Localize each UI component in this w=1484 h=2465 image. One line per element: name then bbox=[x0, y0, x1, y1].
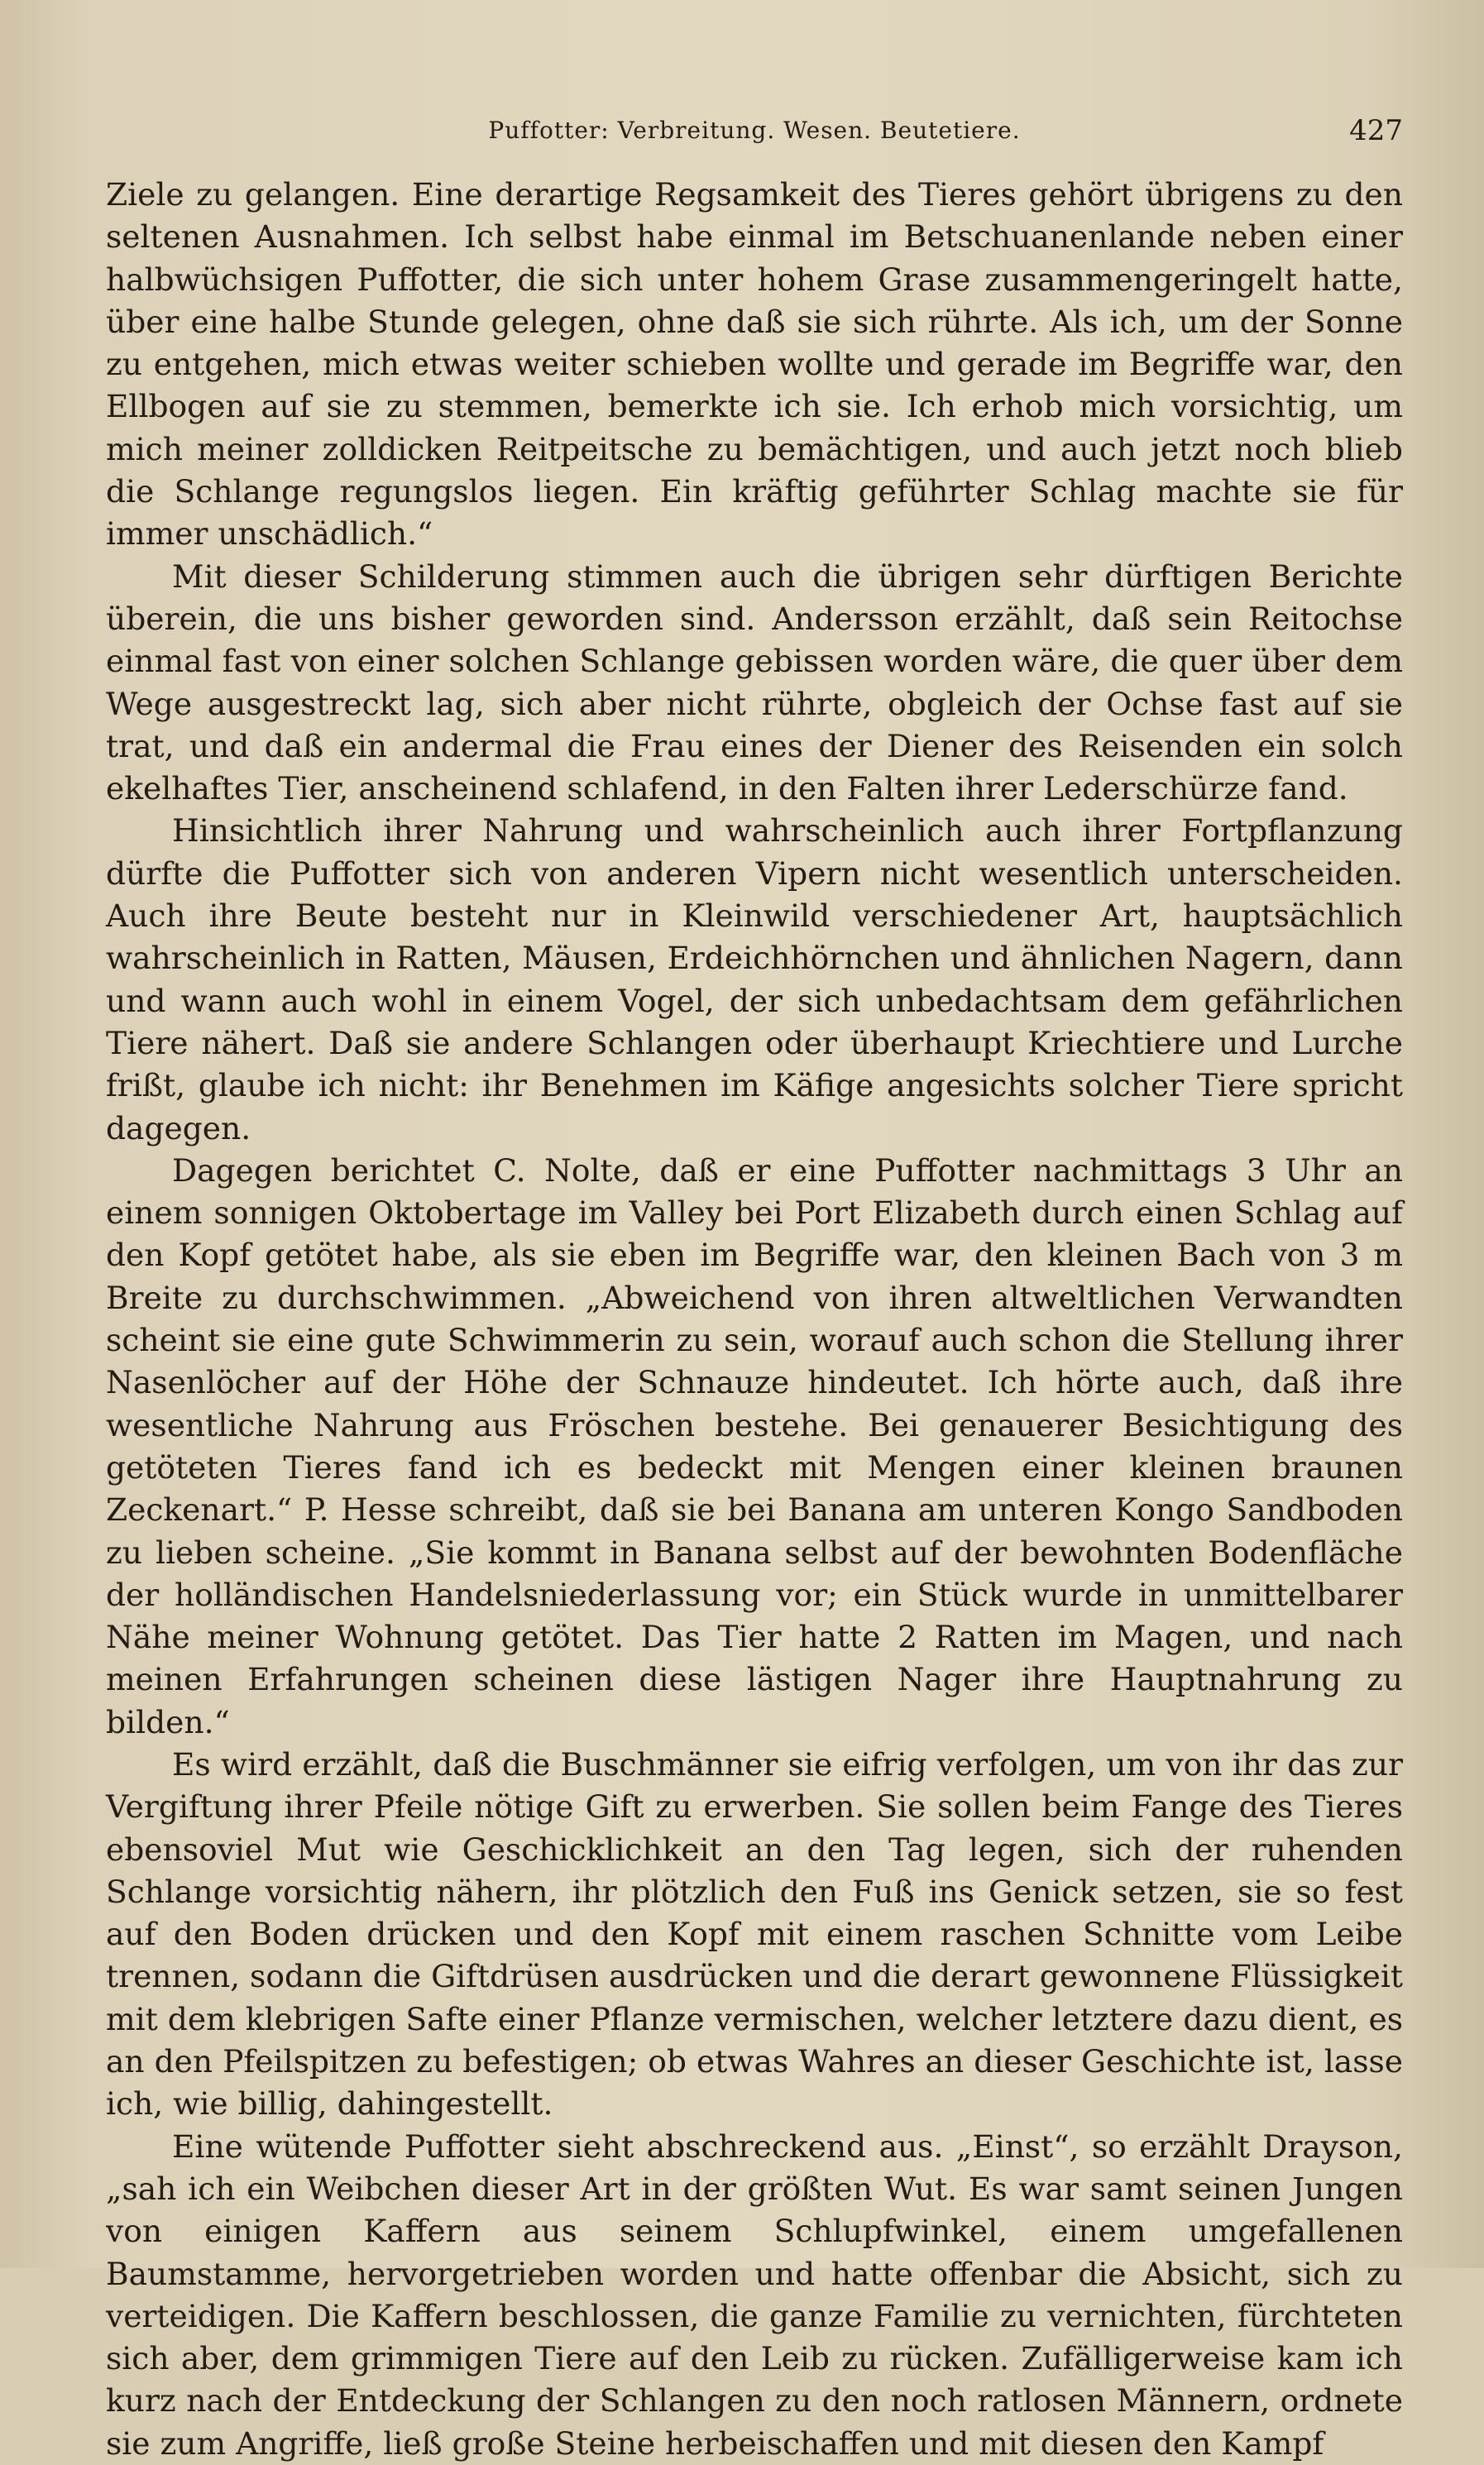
paragraph-2: Mit dieser Schilderung stimmen auch die übrigen sehr dürftigen Berichte überein, die uns bisher geworden sind. Andersson erzählt, daß sein Reitochse einmal fast von einer solchen Schlange gebissen worden wäre, die quer über dem Wege ausgestreckt lag, sich aber nicht rührte, obgleich der Ochse fast auf sie trat, und daß ein andermal die Frau eines der Diener des Reisenden ein solch ekelhaftes Tier, anscheinend schlafend, in den Falten ihrer Lederschürze fand. bbox=[106, 558, 1403, 807]
paragraph-4: Dagegen berichtet C. Nolte, daß er eine Puffotter nachmittags 3 Uhr an einem sonnigen Oktobertage im Valley bei Port Elizabeth durch einen Schlag auf den Kopf getötet habe, als sie eben im Begriffe war, den kleinen Bach von 3 m Breite zu durchschwimmen. „Abweichend von ihren altweltlichen Verwandten scheint sie eine gute Schwimmerin zu sein, worauf auch schon die Stellung ihrer Nasenlöcher auf der Höhe der Schnauze hindeutet. Ich hörte auch, daß ihre wesentliche Nahrung aus Fröschen bestehe. Bei genauerer Besichtigung des getöteten Tieres fand ich es bedeckt mit Mengen einer kleinen braunen Zeckenart.“ P. Hesse schreibt, daß sie bei Banana am unteren Kongo Sandboden zu lieben scheine. „Sie kommt in Banana selbst auf der bewohnten Bodenfläche der holländischen Handelsniederlassung vor; ein Stück wurde in unmittelbarer Nähe meiner Wohnung getötet. Das Tier hatte 2 Ratten im Magen, und nach meinen Erfahrungen scheinen diese lästigen Nager ihre Hauptnahrung zu bilden.“ bbox=[106, 1151, 1403, 1740]
paragraph-3: Hinsichtlich ihrer Nahrung und wahrscheinlich auch ihrer Fortpflanzung dürfte die Puffotter sich von anderen Vipern nicht wesentlich unterscheiden. Auch ihre Beute besteht nur in Kleinwild verschiedener Art, hauptsächlich wahrscheinlich in Ratten, Mäusen, Erdeichhörnchen und ähnlichen Nagern, dann und wann auch wohl in einem Vogel, der sich unbedachtsam dem gefährlichen Tiere nähert. Daß sie andere Schlangen oder überhaupt Kriechtiere und Lurche frißt, glaube ich nicht: ihr Benehmen im Käfige angesichts solcher Tiere spricht dagegen. bbox=[106, 812, 1403, 1146]
body-text bbox=[106, 174, 1403, 2465]
page-header bbox=[106, 106, 1403, 156]
paragraph-1: Ziele zu gelangen. Eine derartige Regsamkeit des Tieres gehört übrigens zu den seltenen Ausnahmen. Ich selbst habe einmal im Betschuanenlande neben einer halbwüchsigen Puffotter, die sich unter hohem Grase zusammengeringelt hatte, über eine halbe Stunde gelegen, ohne daß sie sich rührte. Als ich, um der Sonne zu entgehen, mich etwas weiter schieben wollte und gerade im Begriffe war, den Ellbogen auf sie zu stemmen, bemerkte ich sie. Ich erhob mich vorsichtig, um mich meiner zolldicken Reitpeitsche zu bemächtigen, und auch jetzt noch blieb die Schlange regungslos liegen. Ein kräftig geführter Schlag machte sie für immer unschädlich.“ bbox=[106, 176, 1403, 553]
paragraph-6: Eine wütende Puffotter sieht abschreckend aus. „Einst“, so erzählt Drayson, „sah ich ein Weibchen dieser Art in der größten Wut. Es war samt seinen Jungen von einigen Kaffern aus seinem Schlupfwinkel, einem umgefallenen Baumstamme, hervorgetrieben worden und hatte offenbar die Absicht, sich zu verteidigen. Die Kaffern beschlossen, die ganze Familie zu vernichten, fürchteten sich aber, dem grimmigen Tiere auf den Leib zu rücken. Zufälligerweise kam ich kurz nach der Entdeckung der Schlangen zu den noch ratlosen Männern, ordnete sie zum Angriffe, ließ große Steine herbeischaffen und mit diesen den Kampf bbox=[106, 2128, 1403, 2462]
paragraph-5: Es wird erzählt, daß die Buschmänner sie eifrig verfolgen, um von ihr das zur Vergiftung ihrer Pfeile nötige Gift zu erwerben. Sie sollen beim Fange des Tieres ebensoviel Mut wie Geschicklichkeit an den Tag legen, sich der ruhenden Schlange vorsichtig nähern, ihr plötzlich den Fuß ins Genick setzen, sie so fest auf den Boden drücken und den Kopf mit einem raschen Schnitte vom Leibe trennen, sodann die Giftdrüsen ausdrücken und die derart gewonnene Flüssigkeit mit dem klebrigen Safte einer Pflanze vermischen, welcher letztere dazu dient, es an den Pfeilspitzen zu befestigen; ob etwas Wahres an dieser Geschichte ist, lasse ich, wie billig, dahingestellt. bbox=[106, 1745, 1403, 2123]
running-head: Puffotter: Verbreitung. Wesen. Beutetiere. bbox=[488, 117, 1021, 144]
page-number: 427 bbox=[1349, 114, 1403, 147]
